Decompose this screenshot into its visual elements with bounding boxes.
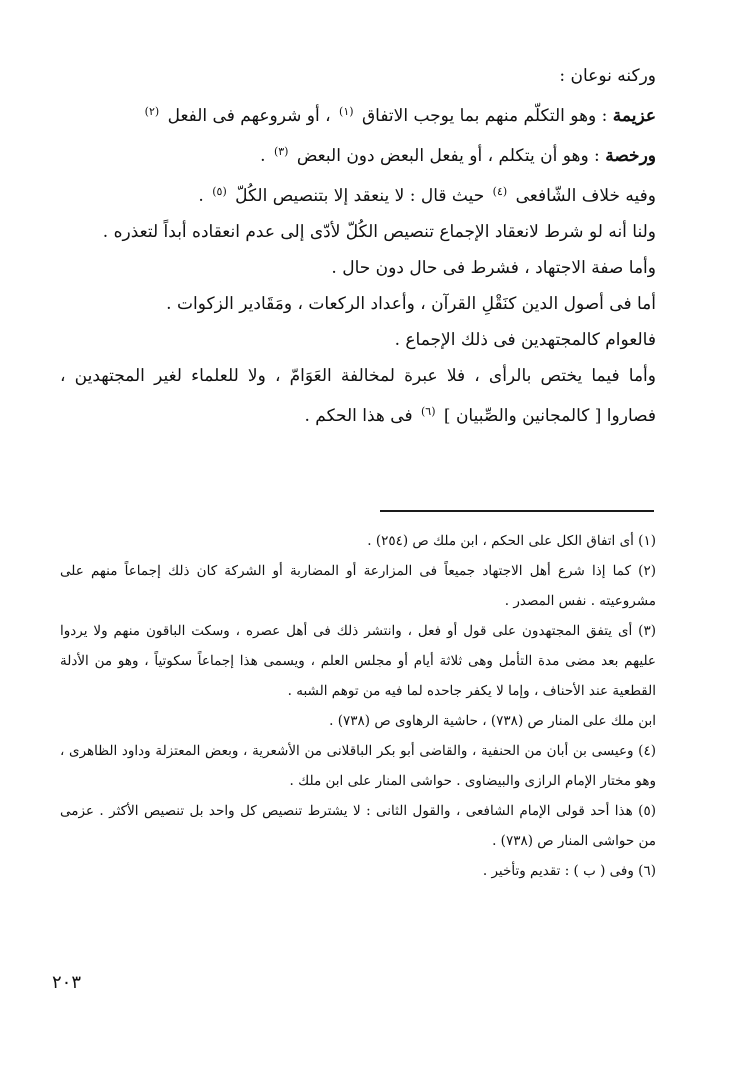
footnote-5: (٥) هذا أحد قولى الإمام الشافعى ، والقول الثانى : لا يشترط تنصيص كل واحد بل تنصيص الأكثر . عزمى من حواشى المنار ص (٧٣٨) . <box>60 803 656 849</box>
footnote-ref-1: (١) <box>339 105 354 118</box>
paragraph-awamm: فالعوام كالمجتهدين فى ذلك الإجماع . <box>394 330 656 350</box>
shafii-text-2: حيث قال : لا ينعقد إلا بتنصيص الكُلّ <box>235 186 485 206</box>
intro-line: وركنه نوعان : <box>559 66 656 86</box>
rukhsa-line <box>60 134 656 174</box>
footnote-1: (١) أى اتفاق الكل على الحكم ، ابن ملك ص (٢٥٤) . <box>367 533 656 549</box>
rukhsa-end: . <box>260 146 266 166</box>
footnote-2: (٢) كما إذا شرع أهل الاجتهاد جميعاً فى المزارعة أو المضاربة أو الشركة كان ذلك إجماعاً منهم على مشروعيته . نفس المصدر . <box>60 563 656 609</box>
paragraph-ray-text: وأما فيما يختص بالرأى ، فلا عبرة لمخالفة العَوَامّ ، ولا للعلماء لغير المجتهدين ، فصاروا [ كالمجانين والصِّبيان ] <box>60 366 656 426</box>
footnote-ref-2: (٢) <box>144 105 160 118</box>
paragraph-ray-end: فى هذا الحكم . <box>304 406 413 426</box>
paragraph-sifa: وأما صفة الاجتهاد ، فشرط فى حال دون حال . <box>331 258 656 278</box>
footnote-ref-3: (٣) <box>273 145 289 158</box>
page-number: ٢٠٣ <box>52 972 82 993</box>
footnote-3: (٣) أى يتفق المجتهدون على قول أو فعل ، وانتشر ذلك فى أهل عصره ، وسكت الباقون منهم ولا يردوا عليهم بعد مضى مدة التأمل وهى ثلاثة أيام أو مجلس العلم ، ويسمى هذا إجماعاً سكوتياً ، وهو من الأدلة القطعية عند الأحناف ، وإما لا يكفر جاحده لما فيه من توهم الشبه . <box>60 623 656 699</box>
paragraph-usul: أما فى أصول الدين كنَقْلِ القرآن ، وأعداد الركعات ، ومَقَادير الزكوات . <box>166 294 656 314</box>
footnotes <box>60 526 656 886</box>
rukhsa-term: ورخصة <box>605 146 656 166</box>
shafii-text: وفيه خلاف الشّافعى <box>515 186 656 206</box>
footnote-6: (٦) وفى ( ب ) : تقديم وتأخير . <box>482 863 656 879</box>
main-text <box>60 58 656 434</box>
shafii-line <box>60 174 656 214</box>
azima-text: : وهو التكلّم منهم بما يوجب الاتفاق <box>361 106 608 126</box>
azima-line <box>60 94 656 134</box>
shafii-end: . <box>198 186 204 206</box>
azima-term: عزيمة <box>612 106 656 126</box>
azima-text-2: ، أو شروعهم فى الفعل <box>167 106 331 126</box>
footnote-3-source: ابن ملك على المنار ص (٧٣٨) ، حاشية الرهاوى ص (٧٣٨) . <box>329 713 656 729</box>
footnote-ref-6: (٦) <box>420 405 436 418</box>
paragraph-walana: ولنا أنه لو شرط لانعقاد الإجماع تنصيص الكُلّ لأدّى إلى عدم انعقاده أبداً لتعذره . <box>102 222 656 242</box>
rukhsa-text: : وهو أن يتكلم ، أو يفعل البعض دون البعض <box>296 146 600 166</box>
paragraph-ray <box>60 358 656 434</box>
footnote-ref-5: (٥) <box>212 185 227 198</box>
footnote-4: (٤) وعيسى بن أبان من الحنفية ، والقاضى أبو بكر الباقلانى من الأشعرية ، وبعض المعتزلة وداود الظاهرى ، وهو مختار الإمام الرازى والبيضاوى . حواشى المنار على ابن ملك . <box>60 743 656 789</box>
footnote-separator <box>380 510 654 512</box>
footnote-ref-4: (٤) <box>492 185 508 198</box>
